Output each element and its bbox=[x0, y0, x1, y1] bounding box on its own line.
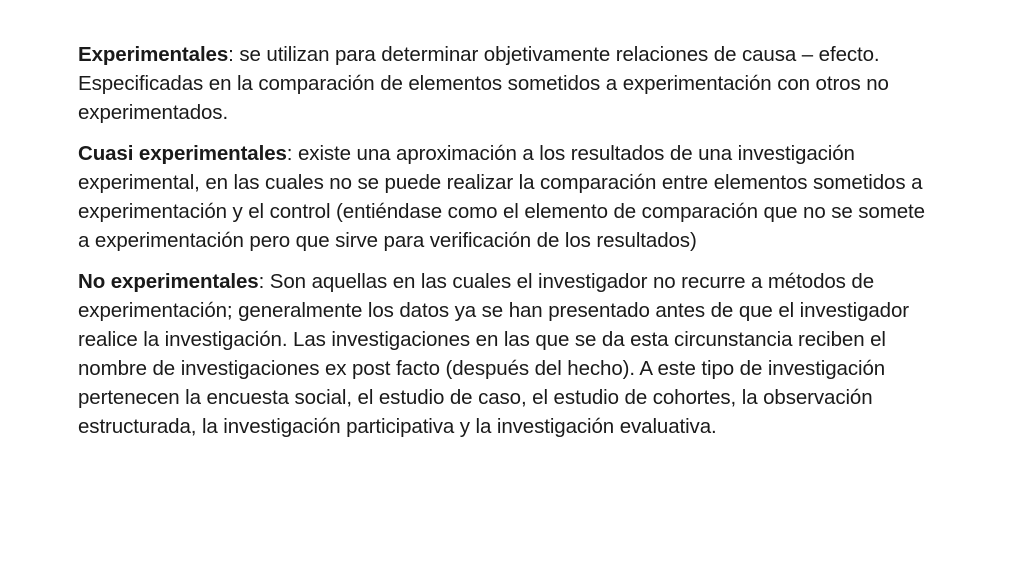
definition-experimentales: : se utilizan para determinar objetivamente relaciones de causa – efecto. Especificadas en la comparación de elementos sometidos a experimentación con otros no experimentados. bbox=[78, 43, 889, 124]
definition-cuasi-experimentales: : existe una aproximación a los resultados de una investigación experimental, en las cuales no se puede realizar la comparación entre elementos sometidos a experimentación y el control (entiéndase como el elemento de comparación que no se somete a experimentación pero que sirve para verificación de los resultados) bbox=[78, 142, 925, 252]
paragraph-cuasi-experimentales bbox=[78, 139, 934, 255]
term-experimentales: Experimentales bbox=[78, 43, 229, 66]
term-no-experimentales: No experimentales bbox=[78, 270, 259, 293]
term-cuasi-experimentales: Cuasi experimentales bbox=[78, 142, 287, 165]
paragraph-experimentales bbox=[78, 40, 934, 127]
definition-no-experimentales: : Son aquellas en las cuales el investigador no recurre a métodos de experimentación; generalmente los datos ya se han presentado antes de que el investigador realice la investigación. Las investigaciones en las que se da esta circunstancia reciben el nombre de investigaciones ex post facto (después del hecho). A este tipo de investigación pertenecen la encuesta social, el estudio de caso, el estudio de cohortes, la observación estructurada, la investigación participativa y la investigación evaluativa. bbox=[78, 270, 910, 438]
paragraph-no-experimentales bbox=[78, 267, 934, 441]
